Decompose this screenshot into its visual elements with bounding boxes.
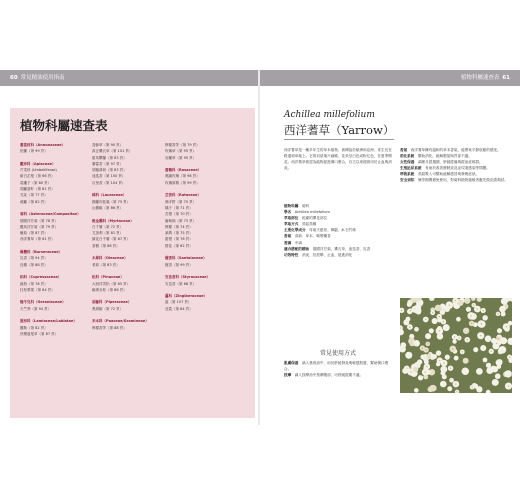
floret-center bbox=[473, 304, 474, 305]
floret-center bbox=[450, 367, 451, 368]
family-heading: 木犀科（Oleaceae） bbox=[92, 256, 128, 261]
floret-center bbox=[477, 308, 478, 309]
floret bbox=[414, 388, 419, 393]
yarrow-flower-image bbox=[400, 298, 512, 393]
oil-entry: 玫瑰原精（第 99 頁） bbox=[165, 180, 200, 185]
floret-center bbox=[480, 335, 481, 336]
floret-center bbox=[496, 343, 497, 344]
family-heading: 檀香科（Santalaceae） bbox=[165, 256, 207, 261]
floret-center bbox=[509, 356, 510, 357]
usage-item: 肌膚保養 滴入基底油中，用於舒緩發炎與敏感肌膚，幫助傷口癒合。 bbox=[284, 361, 389, 372]
floret-center bbox=[458, 337, 459, 338]
benefit-item: 消化系統 幫助消化，緩解脹氣與胃部不適。 bbox=[400, 154, 472, 159]
oil-entry: 真正薰衣草（第 101 頁） bbox=[92, 149, 133, 154]
family-heading: 柏科（Cupressaceae） bbox=[20, 275, 62, 280]
profile-row: 香氣 清新、草本、略帶藥香 bbox=[284, 234, 331, 239]
oil-entry: 玫瑰草（第 95 頁） bbox=[165, 149, 197, 154]
benefit-item: 香氣 西洋蓍草擁有溫和的草本香氣，能帶來平靜放鬆的感受。 bbox=[400, 148, 501, 152]
benefit-item: 女性保養 調理月經週期，舒緩經痛與經前症候群。 bbox=[400, 160, 483, 165]
family-heading: 番荔枝科（Annonaceae） bbox=[20, 143, 66, 147]
index-column-2 bbox=[92, 142, 164, 331]
floret bbox=[414, 327, 419, 332]
floret-center bbox=[483, 310, 484, 311]
floret bbox=[440, 371, 445, 376]
family-heading: 牻牛兒科（Geraniaceae） bbox=[20, 300, 66, 305]
floret-center bbox=[467, 339, 468, 340]
intro-paragraph: 西洋蓍草是一種多年生的草本植物，被傳說於歐洲和亞洲，常生長在路邊和草地上。它的羽狀葉片細緻，花朵呈白色或粉紅色，在夏季開花。西洋蓍草被認為能夠促進傷口癒合，自古以來便被用於止血與消炎。 bbox=[284, 148, 392, 171]
profile-row: 學名 Achillea millefolium bbox=[284, 210, 330, 215]
floret bbox=[435, 305, 442, 312]
floret-center bbox=[422, 347, 423, 348]
oil-entry: 快樂鼠尾草（第 87 頁） bbox=[20, 331, 59, 336]
oil-entry: 甜馬鬱蘭（第 83 頁） bbox=[92, 155, 127, 160]
right-running-title: 植物科屬速查表 bbox=[460, 75, 500, 81]
floret bbox=[466, 307, 471, 312]
floret bbox=[400, 342, 406, 348]
floret-center bbox=[471, 323, 472, 324]
oil-entry: 胡椒薄荷（第 83 頁） bbox=[92, 168, 127, 173]
oil-entry: 大西洋雪松（第 65 頁） bbox=[92, 281, 131, 286]
family-heading: 禾本科（Poaceae/Gramineae） bbox=[92, 319, 149, 324]
oil-entry: 葛縷子（第 80 頁） bbox=[20, 180, 52, 185]
floret bbox=[452, 339, 456, 343]
floret-center bbox=[506, 326, 507, 327]
profile-info bbox=[284, 203, 392, 258]
index-column-3 bbox=[165, 142, 237, 312]
floret bbox=[440, 381, 447, 388]
floret bbox=[454, 356, 459, 361]
floret bbox=[463, 358, 469, 364]
floret-center bbox=[454, 336, 455, 337]
family-heading: 繖形科（Apiaceae） bbox=[20, 161, 56, 166]
oil-entry: 苦橙（第 70 頁） bbox=[165, 212, 193, 217]
floret bbox=[483, 358, 488, 363]
family-heading: 安息香科（Styracaceae） bbox=[165, 275, 211, 280]
floret bbox=[505, 370, 512, 377]
left-page-header bbox=[0, 70, 260, 86]
oil-entry: 依蘭（第 99 頁） bbox=[20, 149, 48, 154]
oil-entry: 甜橙（第 76 頁） bbox=[165, 237, 193, 242]
oil-entry: 蒔蘿（第 82 頁） bbox=[20, 199, 48, 204]
floret-center bbox=[426, 366, 427, 367]
floret-center bbox=[424, 371, 425, 372]
profile-row: 香調 中調 bbox=[284, 240, 302, 245]
oil-entry: 歐洲赤松（第 86 頁） bbox=[92, 287, 127, 292]
floret bbox=[480, 345, 486, 351]
family-heading: 薔薇科（Rosaceae） bbox=[165, 168, 202, 173]
floret bbox=[436, 350, 441, 355]
title-rule bbox=[284, 139, 394, 140]
floret-center bbox=[471, 387, 472, 388]
oil-entry: 檸檬香茅（第 88 頁） bbox=[92, 325, 127, 330]
floret-center bbox=[401, 310, 402, 311]
family-heading: 唇形科（Lamiaceae/Labiatae） bbox=[20, 319, 77, 324]
oil-entry: 胡蘿蔔籽（第 81 頁） bbox=[20, 187, 55, 192]
floret bbox=[413, 340, 419, 346]
floret-center bbox=[455, 300, 456, 301]
floret-center bbox=[427, 343, 428, 344]
floret bbox=[463, 328, 469, 334]
floret bbox=[407, 302, 412, 307]
floret bbox=[476, 368, 483, 375]
oil-entry: 香蜂草（第 90 頁） bbox=[92, 143, 124, 147]
floret-center bbox=[425, 349, 426, 350]
floret bbox=[462, 367, 469, 374]
oil-entry: 葡萄柚（第 73 頁） bbox=[165, 218, 197, 223]
floret bbox=[495, 373, 501, 379]
floret bbox=[496, 359, 503, 366]
oil-entry: 奧圖玫瑰（第 98 頁） bbox=[165, 174, 200, 179]
benefits-column bbox=[400, 147, 510, 184]
floret bbox=[428, 386, 434, 392]
floret-center bbox=[443, 321, 444, 322]
floret bbox=[402, 368, 408, 374]
oil-entry: 薑（第 107 頁） bbox=[165, 300, 192, 305]
floret bbox=[443, 324, 450, 331]
usage-list bbox=[284, 360, 392, 378]
profile-row: 功效特性 消炎、抗痙攣、止血、促進消化 bbox=[284, 252, 353, 257]
oil-entry: 檸檬（第 74 頁） bbox=[165, 224, 193, 229]
oil-entry: 沒藥（第 88 頁） bbox=[20, 262, 48, 267]
right-page bbox=[260, 70, 520, 425]
oil-entry: 岩蘭草（第 95 頁） bbox=[165, 155, 197, 160]
oil-entry: 歐白芷根（第 66 頁） bbox=[20, 174, 55, 179]
floret-center bbox=[425, 319, 426, 320]
floret bbox=[482, 315, 488, 321]
scientific-name: Achillea millefolium bbox=[284, 110, 375, 120]
left-page bbox=[0, 70, 260, 425]
oil-entry: 荳蔻（第 84 頁） bbox=[165, 306, 193, 311]
profile-row: 適合搭配的精油 德國洋甘菊、薰衣草、迷迭香、乳香 bbox=[284, 246, 371, 251]
oil-entry: 山雞椒（第 86 頁） bbox=[92, 205, 124, 210]
floret bbox=[456, 317, 461, 322]
floret-center bbox=[455, 383, 456, 384]
family-heading: 橄欖科（Burseraceae） bbox=[20, 250, 63, 255]
oil-entry: 蠟菊（第 87 頁） bbox=[20, 231, 48, 236]
floret bbox=[437, 333, 444, 340]
oil-entry: 廣藿香（第 97 頁） bbox=[92, 161, 124, 166]
oil-entry: 德國洋甘菊（第 78 頁） bbox=[20, 218, 59, 223]
floret-center bbox=[439, 316, 440, 317]
floret bbox=[473, 347, 478, 352]
benefit-item: 安全須知 懷孕期間避免使用，對菊科植物過敏者應先做皮膚測試。 bbox=[400, 178, 508, 183]
floret bbox=[426, 354, 431, 359]
oil-entry: 羅勒（第 82 頁） bbox=[20, 325, 48, 330]
oil-title: 西洋蓍草（Yarrow） bbox=[284, 123, 395, 137]
oil-entry: 百里香（第 104 頁） bbox=[92, 180, 126, 185]
usage-item: 按摩 調入按摩油中按摩腹部，可舒緩經期不適。 bbox=[284, 373, 364, 378]
floret bbox=[492, 379, 499, 386]
oil-entry: 綠花白千層（第 87 頁） bbox=[92, 237, 131, 242]
index-column-1 bbox=[20, 142, 92, 337]
oil-entry: 錫蘭肉桂葉（第 75 頁） bbox=[92, 199, 131, 204]
oil-entry: 萊姆（第 75 頁） bbox=[165, 231, 193, 236]
floret bbox=[417, 359, 422, 364]
right-page-number: 61 bbox=[502, 75, 510, 81]
floret bbox=[420, 355, 425, 360]
floret-center bbox=[439, 330, 440, 331]
profile-row: 植物科屬 菊科 bbox=[284, 204, 310, 208]
floret bbox=[444, 306, 450, 312]
floret bbox=[405, 352, 412, 359]
family-heading: 樟科（Lauraceae） bbox=[92, 193, 127, 198]
oil-entry: 茉莉（第 83 頁） bbox=[92, 262, 120, 267]
floret bbox=[486, 367, 493, 374]
floret-center bbox=[508, 385, 509, 386]
floret bbox=[432, 318, 438, 324]
oil-entry: 天竺葵（第 94 頁） bbox=[20, 306, 52, 311]
floret bbox=[425, 333, 431, 339]
floret bbox=[436, 362, 440, 366]
family-index-panel bbox=[10, 108, 255, 418]
oil-entry: 橙花（第 82 頁） bbox=[165, 243, 193, 248]
profile-row: 萃取部位 乾燥的開花部位 bbox=[284, 216, 328, 221]
family-heading: 松科（Pinaceae） bbox=[92, 275, 124, 280]
oil-entry: 橘子（第 71 頁） bbox=[165, 205, 193, 210]
floret bbox=[500, 337, 507, 344]
floret-center bbox=[481, 323, 482, 324]
yarrow-photo bbox=[400, 298, 512, 393]
family-heading: 芸香科（Rutaceae） bbox=[165, 193, 201, 198]
oil-entry: 佛手柑（第 70 頁） bbox=[165, 199, 197, 204]
floret-center bbox=[456, 391, 457, 392]
left-page-number: 60 bbox=[10, 75, 18, 81]
family-heading: 胡椒科（Piperaceae） bbox=[92, 300, 132, 305]
family-heading: 菊科（Asteraceae/Compositae） bbox=[20, 212, 81, 217]
floret-center bbox=[497, 313, 498, 314]
floret-center bbox=[410, 371, 411, 372]
oil-entry: 芹菜科 (Umbelliferae) bbox=[20, 168, 57, 173]
floret-center bbox=[409, 326, 410, 327]
usage-subtitle: 常見使用方式 bbox=[320, 350, 357, 357]
oil-entry: 迷迭香（第 100 頁） bbox=[92, 174, 126, 179]
benefit-item: 生殖泌尿系統 有助於改善膀胱炎及泌尿道感染等問題。 bbox=[400, 166, 490, 171]
right-page-header bbox=[260, 70, 520, 86]
family-heading: 薑科（Zingiberaceae） bbox=[165, 294, 208, 299]
floret bbox=[413, 367, 419, 373]
family-heading: 桃金孃科（Myrtaceae） bbox=[92, 218, 134, 223]
floret-center bbox=[449, 304, 450, 305]
oil-entry: 白千層（第 72 頁） bbox=[92, 224, 124, 229]
left-running-title: 常見精油使用指南 bbox=[20, 75, 65, 81]
oil-entry: 尤加利（第 81 頁） bbox=[92, 231, 124, 236]
floret-center bbox=[410, 310, 411, 311]
floret-center bbox=[443, 362, 444, 363]
oil-entry: 絲柏（第 78 頁） bbox=[20, 281, 48, 286]
profile-row: 萃取方式 蒸氣蒸餾 bbox=[284, 222, 317, 227]
floret bbox=[445, 355, 450, 360]
floret bbox=[486, 363, 491, 368]
oil-entry: 西洋蓍草（第 61 頁） bbox=[20, 237, 55, 242]
oil-entry: 芫荽（第 77 頁） bbox=[20, 193, 48, 198]
profile-row: 主要化學成分 母菊天藍烴、樟腦、β-石竹烯 bbox=[284, 228, 356, 233]
floret-center bbox=[462, 351, 463, 352]
floret bbox=[447, 386, 452, 391]
oil-entry: 羅馬洋甘菊（第 79 頁） bbox=[20, 224, 59, 229]
floret-center bbox=[432, 312, 433, 313]
floret-center bbox=[470, 315, 471, 316]
floret bbox=[497, 328, 502, 333]
floret bbox=[485, 335, 492, 342]
floret bbox=[449, 378, 454, 383]
floret-center bbox=[498, 338, 499, 339]
oil-entry: 茶樹（第 88 頁） bbox=[92, 243, 120, 248]
floret bbox=[414, 307, 421, 314]
page-title: 植物科屬速查表 bbox=[20, 118, 108, 133]
oil-entry: 乳香（第 94 頁） bbox=[20, 256, 48, 261]
benefit-item: 呼吸系統 蒸氣吸入可幫助緩解感冒與發燒症狀。 bbox=[400, 172, 480, 177]
floret bbox=[406, 317, 411, 322]
floret bbox=[429, 328, 434, 333]
oil-entry: 檸檬香茅（第 79 頁） bbox=[165, 143, 200, 147]
floret bbox=[498, 348, 504, 354]
floret bbox=[418, 375, 423, 380]
floret-center bbox=[439, 360, 440, 361]
oil-entry: 安息香（第 68 頁） bbox=[165, 281, 197, 286]
oil-entry: 檀香（第 99 頁） bbox=[165, 262, 193, 267]
floret bbox=[499, 306, 506, 313]
floret-center bbox=[491, 351, 492, 352]
floret-center bbox=[452, 348, 453, 349]
oil-entry: 黑胡椒（第 72 頁） bbox=[92, 306, 124, 311]
oil-entry: 杜松漿果（第 84 頁） bbox=[20, 287, 55, 292]
